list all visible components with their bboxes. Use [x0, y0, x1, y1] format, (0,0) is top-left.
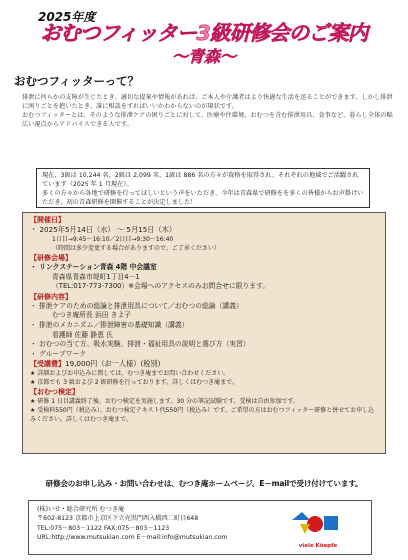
list-item: ・ 排泄ケアのための総論と排泄用具について／おむつの総論（講義） [30, 301, 243, 310]
content-item-lecturer: 看護師 佐藤 静恵 氏 [52, 330, 113, 339]
list-item: ・ グループワーク [30, 349, 87, 358]
dates-time: 1日目→9:45〜16:10／2日目→9:30〜16:40 [52, 236, 174, 243]
content-item-text: グループワーク [39, 349, 87, 358]
url-link[interactable]: URL:http://www.mutsukian.com E－mail:info@mutsukian.com [37, 533, 228, 541]
exam-heading: 【おむつ検定】 [30, 388, 79, 397]
content-item-text: おむつの当て方、吸水実験、排泄・福祉用具の説明と選び方（実習） [39, 340, 250, 349]
page-subtitle: 〜青森〜 [171, 47, 236, 66]
note-line: 現在、3級は 10,244 名、2級は 2,099 名、1級は 886 名の方々が資格を取得され、それぞれの地域でご活躍されています（2025 年 1 月現在）。 [42, 172, 359, 188]
exam-note: ★ 研修 1 日目講義終了後、おむつ検定を実施します。30 分の筆記試験です。受検は自由参加です。 [30, 398, 300, 406]
fee-heading: 【受講費】 [30, 360, 65, 369]
year-label: 2025年度 [38, 10, 96, 24]
list-item: ・ おむつの当て方、吸水実験、排泄・福祉用具の説明と選び方（実習） [30, 340, 250, 349]
exam-note: ★ 受検料550円（税込み）、おむつ検定テキスト代550円（税込み）です。ご希望の方はおむつフィッター研修と併せてお申し込みください。詳しくはむつき庵まで。 [30, 407, 375, 424]
phone-text: TEL:075－803－1122 FAX:075－803－1123 [37, 524, 170, 532]
venue-address: 青森県青森市堤町1丁目4－1 [52, 272, 140, 281]
event-details-box [22, 212, 386, 454]
dates-heading: 【開催日】 [30, 216, 65, 224]
fee-row [30, 359, 378, 369]
venue-heading: 【研修会場】 [30, 254, 72, 262]
venue-tel: （TEL:017-773-7300）※会場へのアクセスのみお問合せに限ります。 [52, 282, 270, 291]
content-item-text: 排泄ケアのための総論と排泄用具について／おむつの総論（講義） [39, 301, 243, 310]
address-text: 〒602-8123 京都市上京区下立売黒門西入橋西二町目648 [37, 515, 199, 523]
content-heading: 【研修内容】 [30, 292, 72, 301]
page-title: おむつフィッター3級研修会のご案内 [40, 21, 368, 45]
venue-name: ・ リンクステーション青森 4階 中会議室 [30, 263, 157, 271]
fee-note: ★ 京都でも 3 級および 2 級研修を行っております。詳しくはむつき庵まで。 [30, 379, 238, 387]
intro-paragraph: 排泄に何らかの支障が生じたとき、適切な提案や情報があれば、ご本人や介護者はより快適な生活を送ることができます。しかし排泄に困りごとを抱いたとき、誰に相談をすればいいかわからないのが現状です。 [22, 94, 393, 111]
dates-note: （時間は多少変更する場合がありますので、ご了承ください） [52, 245, 220, 252]
dates-main: ・ 2025年5月14日（水） 〜 5月15日（木） [30, 225, 177, 234]
status-note-box [36, 168, 370, 208]
closing-text: 研修会のお申し込み・お問い合わせは、むつき庵ホームページ、E－mailで受け付けています。 [45, 479, 363, 488]
fee-note: ★ 詳細およびお申込みに関しては、むつき庵までお問い合わせください。 [30, 370, 230, 378]
list-item: ・ 排泄のメカニズム／排泄障害の基礎知識（講義） [30, 320, 189, 329]
section-heading-what: おむつフィッターって？ [14, 74, 140, 88]
intro-paragraph: おむつフィッターとは、そのような排泄ケアの困りごとに対して、医療や住環境、おむつを含む排泄用具、食事など、暮らし全体の幅広い視点からアドバイスできる人です。 [22, 112, 393, 129]
content-item-lecturer: むつき庵所長 浜田 きよ子 [52, 311, 132, 320]
content-item-text: 排泄のメカニズム／排泄障害の基礎知識（講義） [39, 320, 189, 329]
logo-text: viele Köepfe [298, 543, 338, 549]
intro-text [22, 93, 394, 129]
org-name: (株)いせ・総合研究所 むつき庵 [37, 506, 125, 513]
fee-value: 19,000円（お一人様）(税別) [65, 359, 161, 369]
note-line: 多くの方々から各地で研修を行ってほしいという声をいただき、今年は青森県で研修をを多くの皆様からお声掛けいただき、初の青森研修を開催することが決定しました！ [42, 190, 364, 206]
